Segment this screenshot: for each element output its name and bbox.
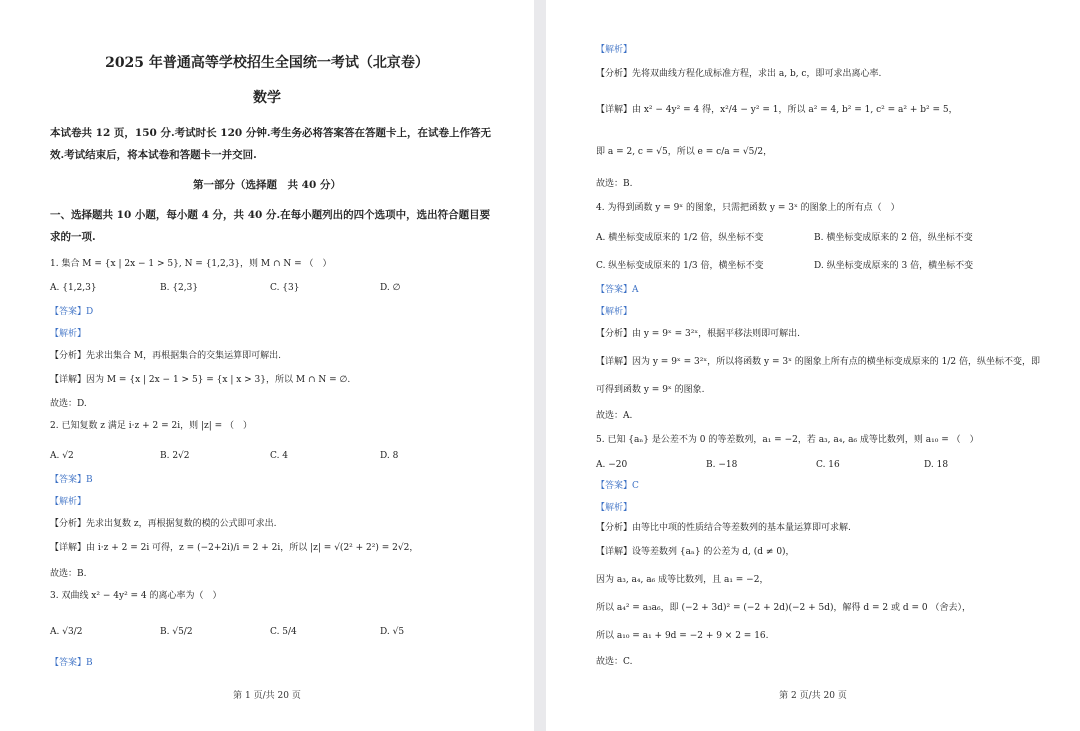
q5-conclusion: 故选：C. <box>596 657 633 667</box>
q2-option-c: C. 4 <box>270 451 289 461</box>
document-page-2 <box>546 0 1080 731</box>
q3-stem: 3. 双曲线 x² − 4y² = 4 的离心率为（ ） <box>50 591 222 601</box>
q5-stem: 5. 已知 {aₙ} 是公差不为 0 的等差数列，a₁ = −2，若 a₃, a₄, a₆ 成等比数列，则 a₁₀ = （ ） <box>596 435 979 445</box>
q5-option-a: A. −20 <box>596 460 628 470</box>
q5-xiangjie: 【详解】设等差数列 {aₙ} 的公差为 d, (d ≠ 0)， <box>596 547 795 557</box>
q5-option-b: B. −18 <box>706 460 738 470</box>
q5-line-4: 所以 a₁₀ = a₁ + 9d = −2 + 9 × 2 = 16. <box>596 631 769 641</box>
q2-answer: 【答案】B <box>50 475 93 485</box>
q4-fenxi: 【分析】由 y = 9ˣ = 3²ˣ，根据平移法则即可解出. <box>596 329 801 339</box>
section-heading-1: 一、选择题共 10 小题，每小题 4 分，共 40 分.在每小题列出的四个选项中，选出符合题目要 <box>50 209 491 221</box>
q2-option-b: B. 2√2 <box>160 451 190 461</box>
q5-line-2: 因为 a₃, a₄, a₆ 成等比数列，且 a₁ = −2， <box>596 575 769 585</box>
q1-xiangjie: 【详解】因为 M = {x | 2x − 1 > 5} = {x | x > 3}，所以 M ∩ N = ∅. <box>50 375 351 385</box>
q2-fenxi: 【分析】先求出复数 z，再根据复数的模的公式即可求出. <box>50 519 277 529</box>
q5-option-c: C. 16 <box>816 460 840 470</box>
q5-line-3: 所以 a₄² = a₃a₆，即 (−2 + 3d)² = (−2 + 2d)(−2 + 5d)，解得 d = 2 或 d = 0 （舍去）， <box>596 603 971 613</box>
q5-option-d: D. 18 <box>924 460 949 470</box>
document-page-1 <box>0 0 534 731</box>
q2-stem: 2. 已知复数 z 满足 i·z + 2 = 2i，则 |z| = （ ） <box>50 421 253 431</box>
q2-conclusion: 故选：B. <box>50 569 87 579</box>
q4-option-c: C. 纵坐标变成原来的 1/3 倍，横坐标不变 <box>596 261 764 271</box>
section-heading-2: 求的一项. <box>50 231 96 243</box>
q4-xiangjie: 【详解】因为 y = 9ˣ = 3²ˣ，所以将函数 y = 3ˣ 的图象上所有点的横坐标变成原来的 1/2 倍，纵坐标不变，即 <box>596 357 1040 367</box>
page-footer-2: 第 2 页/共 20 页 <box>779 691 847 701</box>
q4-option-a: A. 横坐标变成原来的 1/2 倍，纵坐标不变 <box>596 233 764 243</box>
part-heading: 第一部分（选择题 共 40 分） <box>193 179 341 191</box>
q3-conclusion: 故选：B. <box>596 179 633 189</box>
q3-option-a: A. √3/2 <box>50 627 83 637</box>
q5-answer: 【答案】C <box>596 481 639 491</box>
q5-fenxi: 【分析】由等比中项的性质结合等差数列的基本量运算即可求解. <box>596 523 851 533</box>
q1-answer: 【答案】D <box>50 307 94 317</box>
intro-line-2: 效.考试结束后，将本试卷和答题卡一并交回. <box>50 149 257 161</box>
q3-jiexi: 【解析】 <box>596 45 633 55</box>
q4-option-b: B. 横坐标变成原来的 2 倍，纵坐标不变 <box>814 233 973 243</box>
q2-jiexi: 【解析】 <box>50 497 87 507</box>
q2-xiangjie: 【详解】由 i·z + 2 = 2i 可得，z = (−2+2i)/i = 2 + 2i，所以 |z| = √(2² + 2²) = 2√2， <box>50 543 419 553</box>
q3-xiangjie-2: 即 a = 2, c = √5，所以 e = c/a = √5/2， <box>596 147 773 157</box>
q1-option-c: C. {3} <box>270 283 300 293</box>
q3-xiangjie: 【详解】由 x² − 4y² = 4 得，x²/4 − y² = 1，所以 a² = 4, b² = 1, c² = a² + b² = 5， <box>596 105 958 115</box>
q1-option-d: D. ∅ <box>380 283 401 293</box>
q4-conclusion: 故选：A. <box>596 411 633 421</box>
q1-option-b: B. {2,3} <box>160 283 199 293</box>
intro-line-1: 本试卷共 12 页，150 分.考试时长 120 分钟.考生务必将答案答在答题卡上，在试卷上作答无 <box>50 127 492 139</box>
q1-jiexi: 【解析】 <box>50 329 87 339</box>
q5-jiexi: 【解析】 <box>596 503 633 513</box>
q1-conclusion: 故选：D. <box>50 399 87 409</box>
q4-jiexi: 【解析】 <box>596 307 633 317</box>
q4-option-d: D. 纵坐标变成原来的 3 倍，横坐标不变 <box>814 261 974 271</box>
q3-answer: 【答案】B <box>50 658 93 668</box>
subject-title: 数学 <box>253 90 281 106</box>
q3-option-d: D. √5 <box>380 627 405 637</box>
q1-stem: 1. 集合 M = {x | 2x − 1 > 5}, N = {1,2,3}，则 M ∩ N = （ ） <box>50 259 332 269</box>
q1-fenxi: 【分析】先求出集合 M，再根据集合的交集运算即可解出. <box>50 351 281 361</box>
q1-option-a: A. {1,2,3} <box>50 283 97 293</box>
q4-answer: 【答案】A <box>596 285 639 295</box>
q2-option-d: D. 8 <box>380 451 399 461</box>
page-footer-1: 第 1 页/共 20 页 <box>233 691 301 701</box>
q2-option-a: A. √2 <box>50 451 74 461</box>
q4-stem: 4. 为得到函数 y = 9ˣ 的图象，只需把函数 y = 3ˣ 的图象上的所有点（ ） <box>596 203 900 213</box>
q3-fenxi: 【分析】先将双曲线方程化成标准方程，求出 a, b, c，即可求出离心率. <box>596 69 882 79</box>
q3-option-c: C. 5/4 <box>270 627 297 637</box>
exam-title: 2025 年普通高等学校招生全国统一考试（北京卷） <box>105 55 429 71</box>
q3-option-b: B. √5/2 <box>160 627 193 637</box>
q4-xiangjie-2: 可得到函数 y = 9ˣ 的图象. <box>596 385 705 395</box>
